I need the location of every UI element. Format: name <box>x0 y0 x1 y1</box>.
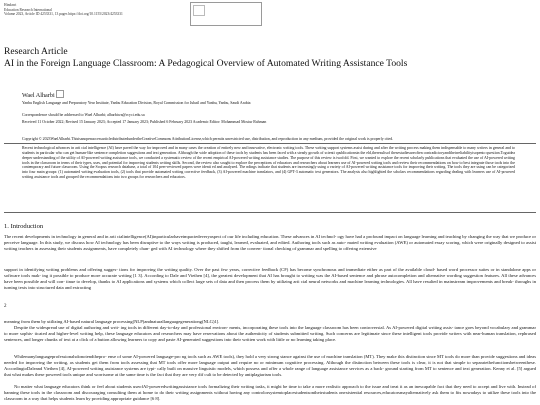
page2-paragraph-1: meaning from them by utilizing AI-based natural language processing(NLP)andnaturallanguagegenerationg(NLG)1]. <box>4 319 220 324</box>
abstract-top-divider <box>4 143 536 144</box>
correspondence: Correspondence should be addressed to Wael Alharbi; alharbiwa@rcyci.edu.sa <box>22 113 145 117</box>
journal-name: Education Research International <box>4 7 52 12</box>
journal-logo-image <box>190 2 262 26</box>
article-citation: Volume 2023, Article ID 4253331, 13 pages https://doi.org/10.1155/2023/4253331 <box>4 12 123 17</box>
abstract-bottom-divider <box>4 212 536 213</box>
journal-header <box>4 3 123 17</box>
page2-paragraph-2: Despite the widespread use of digital authoring and writ- ing tools in different day-to-day and professional environ- ments, incorporating these tools into the language classroom has been controversial. As AI-powered digital writing assis- tance goes beyond vocabulary and grammar to more sophis- ticated and higher-level writing help, these language educators and researchers may have reservations about the authenticity of students submitted writing. Such concerns are legitimate since these intelligent tools provide writers with near-human translation, rephrased sentences, and longer chunks of text at a click of a button allowing learners to copy and paste AI-generated suggestions into their written work with little or no learning taking place. <box>4 325 536 342</box>
broken-image-icon <box>193 5 205 16</box>
intro-paragraph-2: support in identifying writing problems and offering sugges- tions for improving the writing quality. Over the past few years, corrective feedback (CF) has become synchronous and immediate either as part of the available cloud- based word processor suites or in standalone apps or software tools mak- ing it possible to produce more accurate writing [1 3]. According to Dale and Viethen [4], the greatest development that AI has brought to writing was the AI-based sentence and phrase autocompletion and alternative wording suggestion features. All these advances have been possible and will con- tinue to develop, thanks to AI applications and systems which collect large sets of data and then process them by utilizing arti cial neural networks and machine learning technologies. All have resulted in mainstream improvements and break- throughs in turning texts into structured data and extracting <box>4 267 536 290</box>
received-dates: Received 11 October 2022; Revised 15 January 2023; Accepted 17 January 2023; Published 6 February 2023 Academic Editor: Mohammad Mosiur Rahman <box>22 120 267 124</box>
article-type-label: Research Article <box>4 46 68 57</box>
affiliation: Yanbu English Language and Preparatory Year Institute, Yanbu Education Division, Royal Commission for Jubail and Yanbu, Yanbu, Saudi Arabia <box>22 101 251 105</box>
abstract-text: Recent technological advances in arti cial intelligence (AI) have paved the way for improved and in many cases the creation of entirely new and innovative, electronic writing tools. These writing support systems assist during and after the writing process making them indispensable to many writers in general and to students in particular who can get human-like sentence completion suggestions and text generation. Although the wide adoption of these tools by students has been faced with a steady growth of scienti cpublicationsin the eld,theresultsof thesestudiesareoften contradictoryandtheirreliabilityisopento question.Toguidea deeper understanding of the utility of AI-powered writing assistance tools, we conducted a systematic review of the recent empirical AI-powered writing assistance studies. The purpose of this review is twofold. First, we wanted to explore the recent scholarly publications that evaluated the use of AI-powered writing tools in the classroom in terms of their types, uses, and potential for improving students writing skills. Second, the review also sought to explore the perceptions of educators and researchers about learners use of AI-powered writing tools and review their recommendations on how to best integrate those tools into the contemporary and future classroom. Using the Scopus research database, a total of 104 peer-reviewed papers were identi ed and analyzed. The ndings indicate that students are increasingly using a variety of AI-powered writing assistance tools for improving their writing. The tools they are using can be categorized into four main groups: (1) automated writing evaluation tools, (2) tools that provide automated writing corrective feedback, (3) AI-powered machine translators, and (4) GPT-3 automatic text generators. The analysis also highlighted the scholars recommendations regarding dealing with learners use of AI-powered writing assistance tools and grouped the recommendations into two groups for researchers and educators. <box>22 146 515 180</box>
orcid-image-icon[interactable] <box>56 90 64 98</box>
section-heading-introduction: 1. Introduction <box>4 223 44 230</box>
intro-paragraph-1: The recent developments in technology in general and in arti cialintelligence(AI)inparticularhaveimpactedeveryaspect of our life including education. These advances in AI technol- ogy have had a profound impact on language learning and teaching by changing the way that we produce or perceive language. In this study, we discuss how AI technology has been disruptive to the ways writing is produced, taught, learned, evaluated, and edited. Authoring tools such as auto- mated writing evaluation (AWE) or automated essay scoring, which were originally designed to assist writing teachers in assessing their students assignments, have completely chan- ged with AI technology where they shifted from the conven- tional checking of grammar and spelling to offering extensive <box>4 234 536 251</box>
article-title: AI in the Foreign Language Classroom: A Pedagogical Overview of Automated Writing Assistance Tools <box>4 58 408 69</box>
page-number: 2 <box>4 304 7 309</box>
copyright-notice: Copyright © 2023WaelAlharbi.ThisisanopenaccessarticledistributedundertheCreativeCommons AttributionLicense,which permits unrestricted use, distribution, and reproduction in any medium, provided the original work is properly cited. <box>22 137 394 141</box>
author-line <box>22 90 64 99</box>
page2-paragraph-4: No matter what language educators think or feel about students useofAI-poweredwritingassistance tools formalizing their writing tasks, it might be time to take a more realistic approach to the issue and treat it as an inescapable fact that they need to accept and live with. Instead of banning these tools in the classroom and discouraging consulting them at home to do their writing assignments without having any controlorsystemtoplacestudentsontheirstudents onexistential resources,educatorsmayalternatively ask them to fits nowadays to utilize these tools into the classroom in a way that helps students learn by providing appropriate guidance [6 8]. <box>4 384 536 401</box>
page2-paragraph-3: Whilemanylanguageprofessionalsdonotendthepro- ense of some AI-powered language-pro ng tools such as AWE tools), they hold a very strong stance against the use of machine translation (MT). They make this distinction since MT tools do more than provide suggestions and ideas needed for improving the writing, as students get them from tools assessing that MT tools offer more language output and require no or minimum cognitive processing. Although the distinction between these tools is clear, it is not that simple to separatethefunctionsbetweenthese. AccordingtoDaleand Viethen [4], AI-powered writing assistance systems are typi- cally built on massive linguistic models, which possess and offer a whole range of language assistance services as a back- ground starting from MT to sentence and text generation. Kenny et al. [5] argued that what makes these powered tools unique and worrisome at the same time is the fact that they are very dif cult to be detected by antiplagiarism tools. <box>4 354 536 377</box>
author-name: Wael Alharbi <box>22 92 55 99</box>
publisher-name: Hindawi <box>4 3 17 7</box>
